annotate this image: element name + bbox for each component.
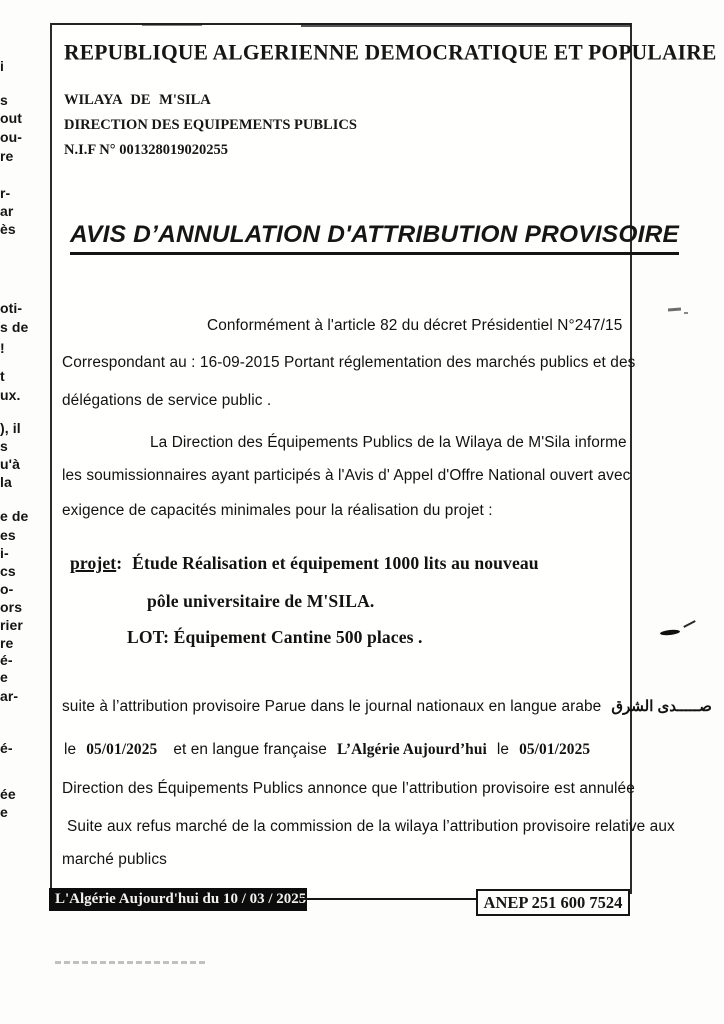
margin-fragment: e de: [0, 508, 29, 524]
margin-fragment: es: [0, 527, 16, 543]
ink-smudge: [683, 620, 695, 628]
scan-ink-artifact: [142, 23, 202, 26]
margin-fragment: s: [0, 92, 8, 108]
ink-smudge: [660, 629, 680, 636]
margin-fragment: é-: [0, 740, 13, 756]
margin-fragment: oti-: [0, 300, 23, 316]
margin-fragment: e: [0, 804, 8, 820]
pub-journal-name: L’Algérie Aujourd’hui: [336, 741, 487, 758]
margin-fragment: ux.: [0, 387, 21, 403]
margin-fragment: ors: [0, 599, 23, 615]
para-annulation-line: Direction des Équipements Publics annonce que l’attribution provisoire est annulée: [62, 780, 635, 797]
para-conformement-line3: délégations de service public .: [62, 392, 272, 409]
margin-fragment: i: [0, 58, 4, 74]
para-conformement-line2: Correspondant au : 16-09-2015 Portant réglementation des marchés publics et des: [62, 354, 636, 371]
margin-fragment: la: [0, 474, 12, 490]
margin-fragment: !: [0, 340, 5, 356]
projet-label: projet: [70, 553, 117, 573]
notice-title: AVIS D’ANNULATION D'ATTRIBUTION PROVISOIRE: [70, 221, 679, 255]
margin-fragment: t: [0, 368, 5, 384]
pub-le-word: le: [496, 741, 510, 758]
arabic-journal-name: صـــــدى الشرق: [611, 698, 712, 715]
para-parution-line: [62, 697, 712, 716]
lot-line: LOT: Équipement Cantine 500 places .: [127, 627, 423, 647]
projet-text-line1: Étude Réalisation et équipement 1000 lits au nouveau: [132, 553, 539, 573]
direction-line: DIRECTION DES EQUIPEMENTS PUBLICS: [64, 117, 357, 133]
ink-smudge: [668, 308, 681, 312]
margin-fragment: re: [0, 635, 14, 651]
projet-line2: pôle universitaire de M'SILA.: [147, 591, 375, 611]
margin-fragment: u'à: [0, 456, 20, 472]
footer-connector-line: [302, 898, 478, 900]
para-informe-line2: les soumissionnaires ayant participés à l'Avis d' Appel d'Offre National ouvert avec: [62, 467, 631, 484]
margin-fragment: e: [0, 669, 8, 685]
wilaya-line: WILAYA DE M'SILA: [64, 92, 211, 108]
pub-date-1: 05/01/2025: [86, 741, 158, 758]
ink-smudge: [684, 312, 688, 314]
projet-line1: [70, 553, 539, 574]
margin-fragment: rier: [0, 617, 23, 633]
margin-fragment: ar-: [0, 688, 19, 704]
publication-dates-line: [64, 741, 590, 759]
pub-mid-text: et en langue française: [173, 741, 327, 758]
margin-fragment: o-: [0, 581, 14, 597]
nif-line: N.I.F N° 001328019020255: [64, 142, 228, 158]
para-informe-line3: exigence de capacités minimales pour la réalisation du projet :: [62, 502, 493, 519]
margin-fragment: s de: [0, 319, 29, 335]
para-conformement-line1: Conformément à l'article 82 du décret Présidentiel N°247/15: [207, 317, 623, 334]
pub-le-word: le: [64, 741, 77, 758]
margin-fragment: i-: [0, 545, 9, 561]
scan-ink-artifact: [301, 23, 631, 27]
margin-fragment: ar: [0, 203, 14, 219]
dashed-line-remnant: [55, 961, 205, 964]
margin-fragment: é-: [0, 652, 13, 668]
projet-colon: :: [116, 553, 123, 573]
margin-fragment: re: [0, 148, 14, 164]
para-refus-line2: marché publics: [62, 851, 167, 868]
margin-fragment: out: [0, 110, 23, 126]
republic-header: REPUBLIQUE ALGERIENNE DEMOCRATIQUE ET POPULAIRE: [64, 39, 717, 65]
margin-fragment: s: [0, 438, 8, 454]
margin-fragment: ), il: [0, 420, 21, 436]
margin-fragment: ée: [0, 786, 16, 802]
para-refus-line1: Suite aux refus marché de la commission de la wilaya l’attribution provisoire relative aux: [67, 818, 675, 835]
para-informe-line1: La Direction des Équipements Publics de la Wilaya de M'Sila informe: [150, 434, 627, 451]
margin-fragment: cs: [0, 563, 16, 579]
notice-document: [50, 23, 717, 912]
parution-french-text: suite à l’attribution provisoire Parue dans le journal nationaux en langue arabe: [62, 698, 602, 715]
margin-fragment: ou-: [0, 129, 23, 145]
anep-reference-box: ANEP 251 600 7524: [476, 889, 630, 916]
margin-fragment: ès: [0, 221, 16, 237]
pub-date-2: 05/01/2025: [519, 741, 591, 758]
journal-date-bar: L'Algérie Aujourd'hui du 10 / 03 / 2025: [49, 888, 307, 911]
margin-fragment: r-: [0, 185, 11, 201]
